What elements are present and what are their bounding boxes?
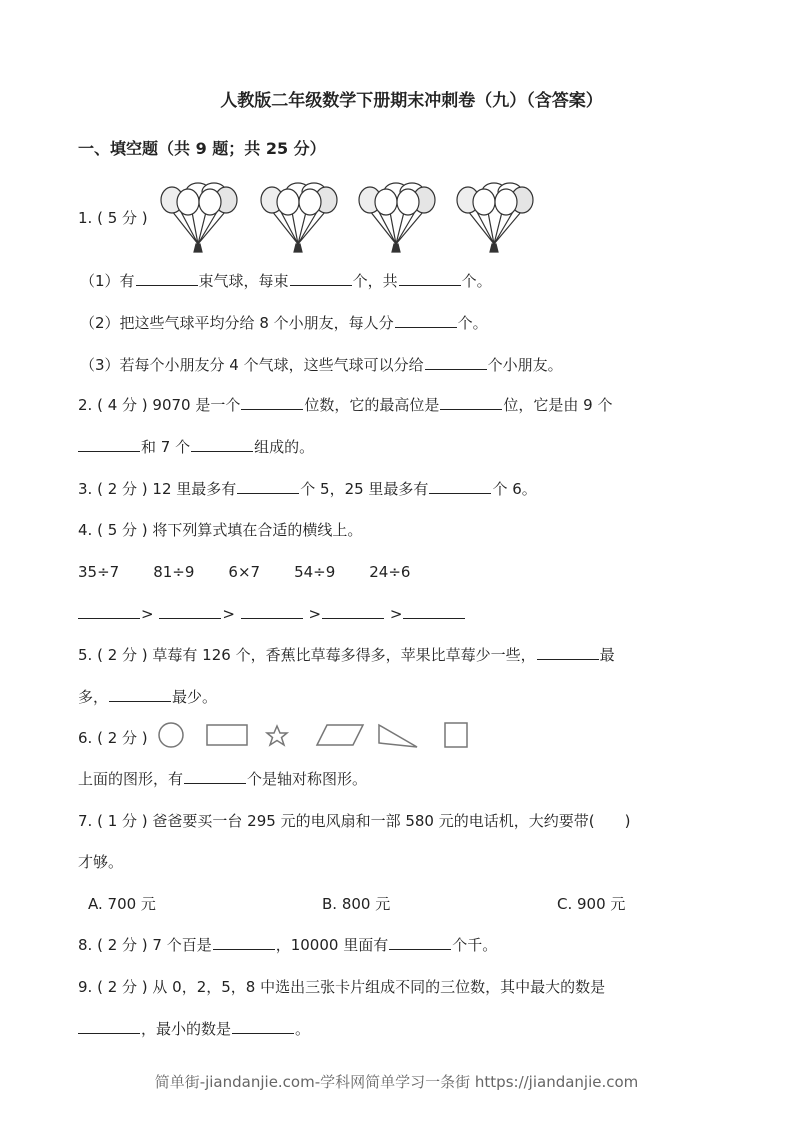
text: 位，它是由 9 个 [503,396,613,414]
answer-blank[interactable] [191,437,253,452]
q1-label: 1. ( 5 分 ) [78,209,148,227]
text: 个 6。 [492,480,537,498]
answer-blank[interactable] [237,479,299,494]
text: 最 [599,646,615,664]
answer-blank[interactable] [425,355,487,370]
answer-blank[interactable] [429,479,491,494]
star-shape [267,726,287,745]
balloons-image [160,182,550,254]
text: 和 7 个 [141,438,191,456]
q2-line2 [78,437,314,457]
option-b[interactable]: B. 800 元 [322,895,391,913]
q6-label: 6. ( 2 分 ) [78,729,148,747]
text: 个是轴对称图形。 [247,770,368,788]
gt-sign: > [141,605,154,623]
text: 组成的。 [254,438,315,456]
answer-blank[interactable] [78,437,140,452]
gt-sign: > [308,605,322,623]
q8 [78,935,497,955]
text: 2. ( 4 分 ) 9070 是一个 [78,396,241,414]
q6-question [78,769,367,789]
q4-expressions [78,562,444,582]
text: 3. ( 2 分 ) 12 里最多有 [78,480,237,498]
q1-part1 [80,270,492,291]
text: （3）若每个小朋友分 4 个气球，这些气球可以分给 [80,356,424,374]
square-shape [445,723,467,747]
answer-blank[interactable] [213,935,275,950]
answer-blank[interactable] [241,604,303,619]
q3 [78,479,537,499]
q5-line1 [78,645,615,665]
answer-blank[interactable] [136,271,198,286]
answer-blank[interactable] [184,769,246,784]
text: （2）把这些气球平均分给 8 个小朋友，每人分 [80,314,394,332]
q1-part3 [80,354,563,375]
answer-blank[interactable] [399,271,461,286]
answer-blank[interactable] [290,271,352,286]
expression: 6×7 [228,563,261,581]
text: 最少。 [172,688,218,706]
text: 上面的图形，有 [78,770,184,788]
page-title: 人教版二年级数学下册期末冲刺卷（九）（含答案） [220,91,603,111]
text: 多， [78,688,109,706]
answer-blank[interactable] [395,313,457,328]
answer-blank[interactable] [389,935,451,950]
text: 个千。 [452,936,498,954]
text: 5. ( 2 分 ) 草莓有 126 个，香蕉比草莓多得多，苹果比草莓少一些， [78,646,536,664]
text: 位数，它的最高位是 [304,396,440,414]
text: 个。 [461,272,492,290]
answer-blank[interactable] [322,604,384,619]
text: 束气球，每束 [198,272,289,290]
q9-line1: 9. ( 2 分 ) 从 0，2，5，8 中选出三张卡片组成不同的三位数，其中最大的数是 [78,978,606,996]
option-a[interactable]: A. 700 元 [88,895,156,913]
expression: 24÷6 [369,563,411,581]
text: 。 [295,1020,311,1038]
parallelogram-shape [317,725,363,745]
gt-sign: > [222,605,235,623]
q9-line2 [78,1019,310,1039]
option-c[interactable]: C. 900 元 [557,895,626,913]
answer-blank[interactable] [241,395,303,410]
expression: 35÷7 [78,563,120,581]
text: 8. ( 2 分 ) 7 个百是 [78,936,212,954]
answer-blank[interactable] [403,604,465,619]
q7-line2: 才够。 [78,853,124,871]
text: ，最小的数是 [141,1020,232,1038]
q5-line2 [78,687,217,707]
q4-chain [78,604,466,624]
answer-blank[interactable] [440,395,502,410]
expression: 54÷9 [294,563,336,581]
text: 个。 [457,314,488,332]
footer-watermark: 简单街-jiandanjie.com-学科网简单学习一条街 https://jiandanjie.com [154,1073,639,1091]
text: 个小朋友。 [487,356,563,374]
q1-part2 [80,312,488,333]
text: ，10000 里面有 [275,936,389,954]
answer-blank[interactable] [78,1019,140,1034]
text: 个，共 [352,272,398,290]
section-heading: 一、填空题（共 9 题；共 25 分） [78,139,326,158]
answer-blank[interactable] [159,604,221,619]
q4-text: 4. ( 5 分 ) 将下列算式填在合适的横线上。 [78,521,363,539]
q7-line1: 7. ( 1 分 ) 爸爸要买一台 295 元的电风扇和一部 580 元的电话机，大约要带( ) [78,812,631,830]
q2-line1 [78,395,612,415]
q6-shapes [157,721,477,751]
circle-shape [159,723,183,747]
expression: 81÷9 [153,563,195,581]
answer-blank[interactable] [78,604,140,619]
triangle-shape [379,725,417,747]
rectangle-shape [207,725,247,745]
text: （1）有 [80,272,135,290]
text: 个 5，25 里最多有 [300,480,429,498]
gt-sign: > [389,605,403,623]
answer-blank[interactable] [537,645,599,660]
answer-blank[interactable] [109,687,171,702]
answer-blank[interactable] [232,1019,294,1034]
